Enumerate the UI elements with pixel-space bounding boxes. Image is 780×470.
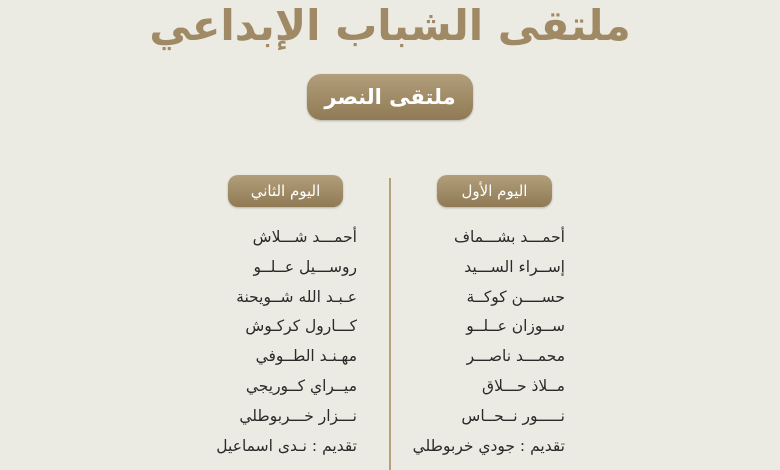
- presenter-item: تقديم : نـدى اسماعيل: [216, 436, 357, 455]
- day-two-list: [167, 223, 357, 461]
- subtitle-badge: ملتقى النصر: [307, 74, 473, 120]
- list-item: عـبـد الله شــويحنة: [236, 287, 357, 306]
- list-item: نـــــور نــحــاس: [461, 406, 565, 425]
- list-item: ســوزان عــلــو: [466, 317, 565, 336]
- list-item: كـــارول كركـوش: [245, 317, 357, 336]
- presenter-item: تقديم : جودي خربوطلي: [412, 436, 565, 455]
- list-item: ميــراي كــوريجي: [245, 376, 357, 395]
- list-item: أحمـــد شـــلاش: [252, 228, 357, 246]
- page-title: ملتقى الشباب الإبداعي: [149, 1, 631, 50]
- day-two-label: اليوم الثاني: [228, 175, 343, 207]
- list-item: مهـنـد الطــوفي: [255, 347, 357, 366]
- list-item: إســراء الســـيد: [464, 257, 565, 276]
- list-item: محمـــد ناصـــر: [466, 347, 565, 366]
- day-one-list: [375, 223, 565, 461]
- list-item: أحمـــد بشـــماف: [453, 228, 565, 246]
- list-item: روســـيل عــلــو: [253, 257, 357, 276]
- list-item: حســــن كوكــة: [466, 287, 565, 306]
- list-item: مــلاذ حـــلاق: [482, 376, 565, 395]
- day-one-label: اليوم الأول: [437, 175, 552, 207]
- list-item: نـــزار خـــربوطلي: [239, 406, 357, 425]
